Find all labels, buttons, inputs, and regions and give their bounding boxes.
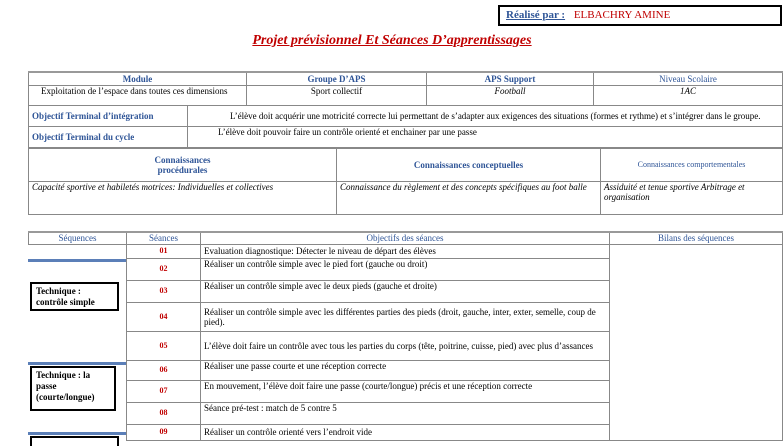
sequence-divider xyxy=(28,362,126,365)
header-niveau: Niveau Scolaire xyxy=(594,72,783,85)
niveau-value: 1AC xyxy=(594,85,783,105)
sessions-table xyxy=(28,231,783,441)
bilans-cell xyxy=(610,244,783,440)
knowledge-table xyxy=(28,148,783,215)
seance-objective: En mouvement, l’élève doit faire une passe (courte/longue) précis et une réception correcte xyxy=(201,380,610,402)
seance-objective: Séance pré-test : match de 5 contre 5 xyxy=(201,402,610,424)
sequence-box-controle xyxy=(30,282,119,311)
header-procedurales: Connaissances procédurales xyxy=(29,149,337,182)
seance-num: 09 xyxy=(127,424,201,440)
seance-num: 05 xyxy=(127,331,201,360)
seance-objective: Réaliser un contrôle orienté vers l’endroit vide xyxy=(201,424,610,440)
seance-num: 07 xyxy=(127,380,201,402)
header-objectifs: Objectifs des séances xyxy=(201,232,610,244)
author-name: ELBACHRY AMINE xyxy=(573,9,671,21)
comportementales-value: Assiduité et tenue sportive Arbitrage et organisation xyxy=(601,182,783,215)
seance-num: 08 xyxy=(127,402,201,424)
author-box xyxy=(498,5,782,26)
oti-value: L’élève doit acquérir une motricité correcte lui permettant de s’adapter aux exigences des situations (formes et rythme) et s’intégrer dans le groupe. xyxy=(188,105,783,126)
header-aps-support: APS Support xyxy=(427,72,594,85)
otc-label: Objectif Terminal du cycle xyxy=(29,126,188,147)
sequence-box-passe xyxy=(30,366,116,411)
otc-value: L’élève doit pouvoir faire un contrôle orienté et enchainer par une passe xyxy=(188,126,783,147)
seance-objective: Evaluation diagnostique: Détecter le niveau de départ des élèves xyxy=(201,244,610,258)
conceptuelles-value: Connaissance du règlement et des concepts spécifiques au foot balle xyxy=(337,182,601,215)
seance-num: 01 xyxy=(127,244,201,258)
sequence-label: Technique : la passe (courte/longue) xyxy=(36,370,95,402)
seance-objective: Réaliser un contrôle simple avec le deux pieds (gauche et droite) xyxy=(201,280,610,302)
oti-label: Objectif Terminal d’intégration xyxy=(29,105,188,126)
header-module: Module xyxy=(29,72,247,85)
header-bilans: Bilans des séquences xyxy=(610,232,783,244)
page-title: Projet prévisionnel Et Séances D’apprentissages xyxy=(252,33,532,48)
header-conceptuelles: Connaissances conceptuelles xyxy=(337,149,601,182)
sequence-label: Technique : contrôle simple xyxy=(36,286,95,307)
groupe-value: Sport collectif xyxy=(247,85,427,105)
info-table xyxy=(28,71,783,148)
seance-num: 04 xyxy=(127,302,201,331)
author-label: Réalisé par : xyxy=(506,9,566,21)
header-sequences: Séquences xyxy=(29,232,127,244)
header-comportementales: Connaissances comportementales xyxy=(601,149,783,182)
procedurales-value: Capacité sportive et habiletés motrices: Individuelles et collectives xyxy=(29,182,337,215)
aps-value: Football xyxy=(427,85,594,105)
header-seances: Séances xyxy=(127,232,201,244)
sequence-divider xyxy=(28,259,126,262)
header-groupe: Groupe D’APS xyxy=(247,72,427,85)
module-value: Exploitation de l’espace dans toutes ces dimensions xyxy=(29,85,247,105)
seance-objective: Réaliser un contrôle simple avec le pied fort (gauche ou droit) xyxy=(201,258,610,280)
sequence-box-next xyxy=(30,436,119,446)
seance-num: 02 xyxy=(127,258,201,280)
seance-objective: Réaliser une passe courte et une réception correcte xyxy=(201,360,610,380)
seance-objective: L’élève doit faire un contrôle avec tous les parties du corps (tête, poitrine, cuisse, pied) avec plus d’assances xyxy=(201,331,610,360)
sequence-divider xyxy=(28,432,126,435)
seance-objective: Réaliser un contrôle simple avec les différentes parties des pieds (droit, gauche, inter, exter, semelle, coup de pied). xyxy=(201,302,610,331)
seance-num: 06 xyxy=(127,360,201,380)
seance-num: 03 xyxy=(127,280,201,302)
